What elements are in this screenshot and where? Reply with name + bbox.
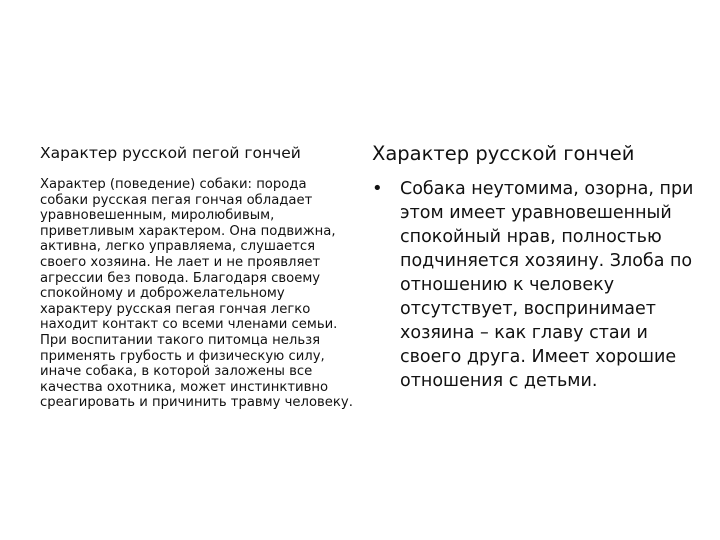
bullet-list [372,177,694,393]
right-heading: Характер русской гончей [372,142,635,165]
left-body-text: Характер (поведение) собаки: порода собаки русская пегая гончая обладает уравновешенным, миролюбивым, приветливым характером. Она подвижна, активна, легко управляема, слушается своего хозяина. Не лает и не проявляет агрессии без повода. Благодаря своему спокойному и доброжелательному характеру русская пегая гончая легко находит контакт со всеми членами семьи. При воспитании такого питомца нельзя применять грубость и физическую силу, иначе собака, в которой заложены все качества охотника, может инстинктивно среагировать и причинить травму человеку. [40,177,353,411]
list-item [372,177,694,393]
left-heading: Характер русской пегой гончей [40,144,301,162]
right-column [372,141,694,393]
left-column [40,143,355,411]
bullet-text: Собака неутомима, озорна, при этом имеет уравновешенный спокойный нрав, полностью подчиняется хозяину. Злоба по отношению к человеку отсутствует, воспринимает хозяина – как главу стаи и своего друга. Имеет хорошие отношения с детьми. [400,179,694,391]
bullet-icon: • [372,178,383,199]
